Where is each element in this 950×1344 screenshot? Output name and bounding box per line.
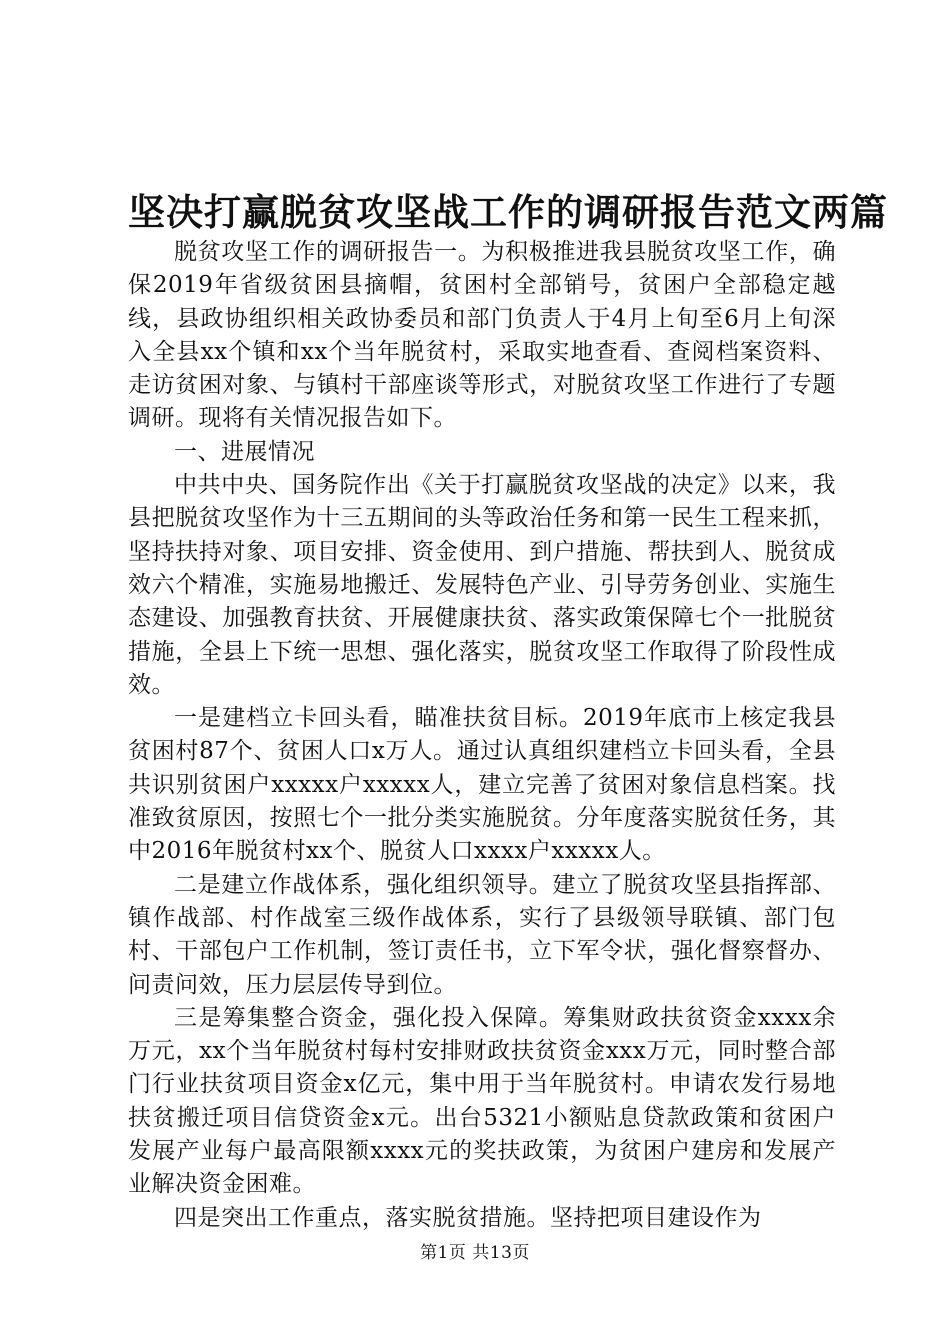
- document-title: 坚决打赢脱贫攻坚战工作的调研报告范文两篇: [128, 190, 888, 234]
- paragraph-point-2: 二是建立作战体系，强化组织领导。建立了脱贫攻坚县指挥部、镇作战部、村作战室三级作战体系，实行了县级领导联镇、部门包村、干部包户工作机制，签订责任书，立下军令状，强化督察督办、问责问效，压力层层传导到位。: [128, 871, 836, 998]
- document-body: [128, 236, 836, 1235]
- paragraph-point-3: 三是筹集整合资金，强化投入保障。筹集财政扶贫资金xxxx余万元，xx个当年脱贫村每村安排财政扶贫资金xxx万元，同时整合部门行业扶贫项目资金x亿元，集中用于当年脱贫村。申请农发行易地扶贫搬迁项目信贷资金x元。出台5321小额贴息贷款政策和贫困户发展产业每户最高限额xxxx元的奖扶政策，为贫困户建房和发展产业解决资金困难。: [128, 1004, 836, 1198]
- section-heading-progress: 一、进展情况: [174, 438, 315, 465]
- paragraph-point-4: 四是突出工作重点，落实脱贫措施。坚持把项目建设作为: [174, 1204, 762, 1231]
- paragraph-intro: 脱贫攻坚工作的调研报告一。为积极推进我县脱贫攻坚工作，确保2019年省级贫困县摘帽，贫困村全部销号，贫困户全部稳定越线，县政协组织相关政协委员和部门负责人于4月上旬至6月上旬深入全县xx个镇和xx个当年脱贫村，采取实地查看、查阅档案资料、走访贫困对象、与镇村干部座谈等形式，对脱贫攻坚工作进行了专题调研。现将有关情况报告如下。: [128, 239, 836, 432]
- page-number-footer: 第1页 共13页: [420, 1243, 530, 1263]
- paragraph-point-1: 一是建档立卡回头看，瞄准扶贫目标。2019年底市上核定我县贫困村87个、贫困人口x万人。通过认真组织建档立卡回头看，全县共识别贫困户xxxxx户xxxxx人，建立完善了贫困对象信息档案。找准致贫原因，按照七个一批分类实施脱贫。分年度落实脱贫任务，其中2016年脱贫村xx个、脱贫人口xxxx户xxxxx人。: [128, 705, 836, 865]
- paragraph-overview: 中共中央、国务院作出《关于打赢脱贫攻坚战的决定》以来，我县把脱贫攻坚作为十三五期间的头等政治任务和第一民生工程来抓，坚持扶持对象、项目安排、资金使用、到户措施、帮扶到人、脱贫成效六个精准，实施易地搬迁、发展特色产业、引导劳务创业、实施生态建设、加强教育扶贫、开展健康扶贫、落实政策保障七个一批脱贫措施，全县上下统一思想、强化落实，脱贫攻坚工作取得了阶段性成效。: [128, 472, 836, 698]
